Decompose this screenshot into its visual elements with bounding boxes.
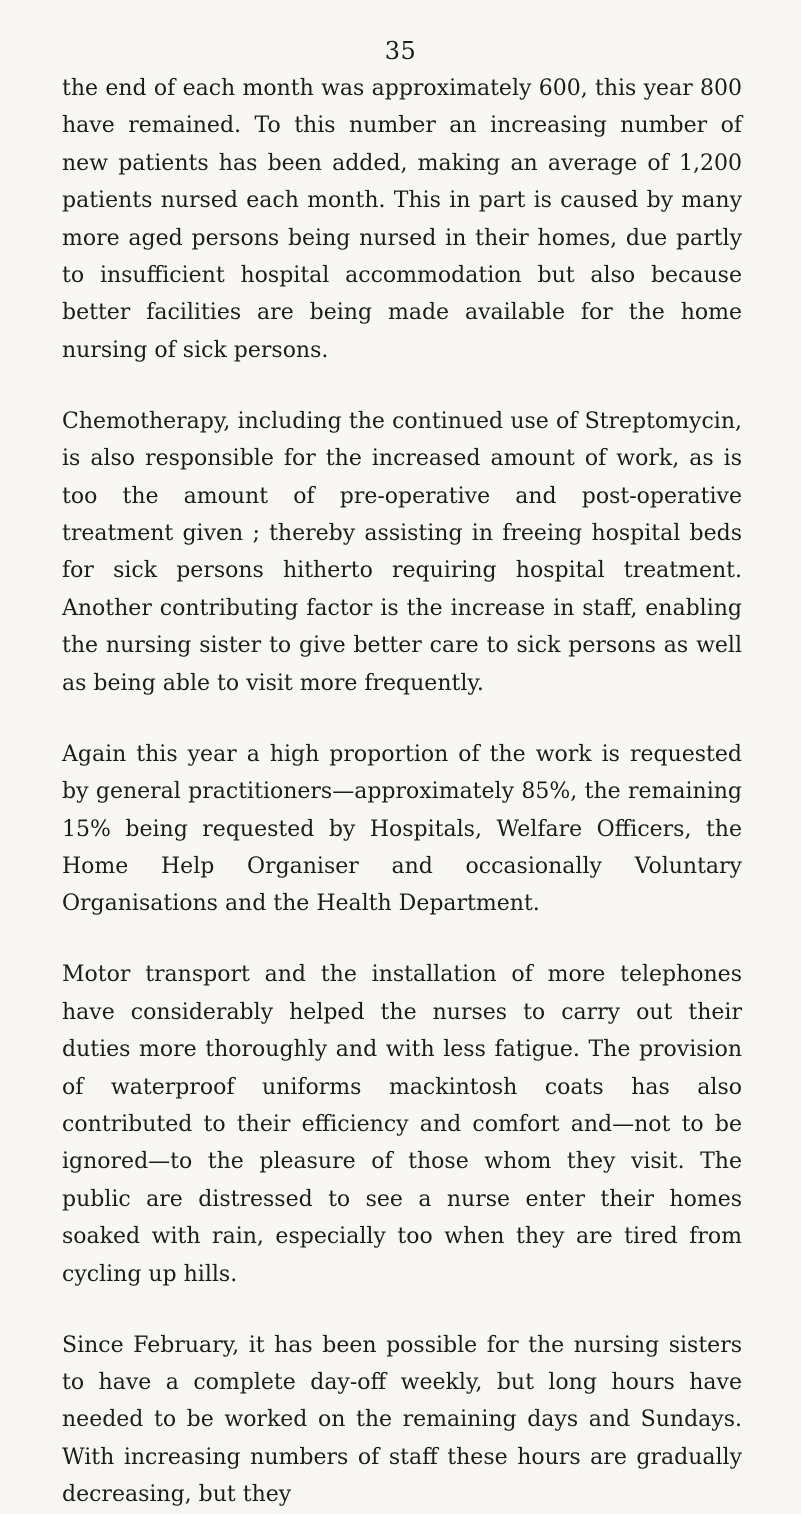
body-text bbox=[62, 70, 742, 1514]
paragraph-day-off: Since February, it has been possible for the nursing sisters to have a complete day-off weekly, but long hours have needed to be worked on the remaining days and Sundays. With increasing numbers of staff these hours are gradually decreasing, but they bbox=[62, 1332, 742, 1508]
paragraph-referrals: Again this year a high proportion of the work is requested by general practitioners—approximately 85%, the remaining 15% being requested by Hospitals, Welfare Officers, the Home Help Organiser and occasionally Voluntary Organisations and the Health Department. bbox=[62, 741, 742, 917]
paragraph-chemotherapy: Chemotherapy, including the continued use of Streptomycin, is also responsible for the increased amount of work, as is too the amount of pre-operative and post-operative treatment given ; thereby assisting in freeing hospital beds for sick persons hitherto requiring hospital treatment. Another contributing factor is the increase in staff, enabling the nursing sister to give better care to sick persons as well as being able to visit more frequently. bbox=[62, 408, 742, 696]
paragraph-continued: the end of each month was approximately 600, this year 800 have remained. To this number an increasing number of new patients has been added, making an average of 1,200 patients nursed each month. This in part is caused by many more aged persons being nursed in their homes, due partly to insufficient hospital accommodation but also because better facilities are being made available for the home nursing of sick persons. bbox=[62, 76, 742, 363]
paragraph-motor-transport: Motor transport and the installation of more telephones have considerably helped the nurses to carry out their duties more thoroughly and with less fatigue. The provision of waterproof uniforms mackintosh coats has also contributed to their efficiency and comfort and—not to be ignored—to the pleasure of those whom they visit. The public are distressed to see a nurse enter their homes soaked with rain, especially too when they are tired from cycling up hills. bbox=[62, 962, 742, 1287]
page-number: 35 bbox=[384, 37, 417, 65]
